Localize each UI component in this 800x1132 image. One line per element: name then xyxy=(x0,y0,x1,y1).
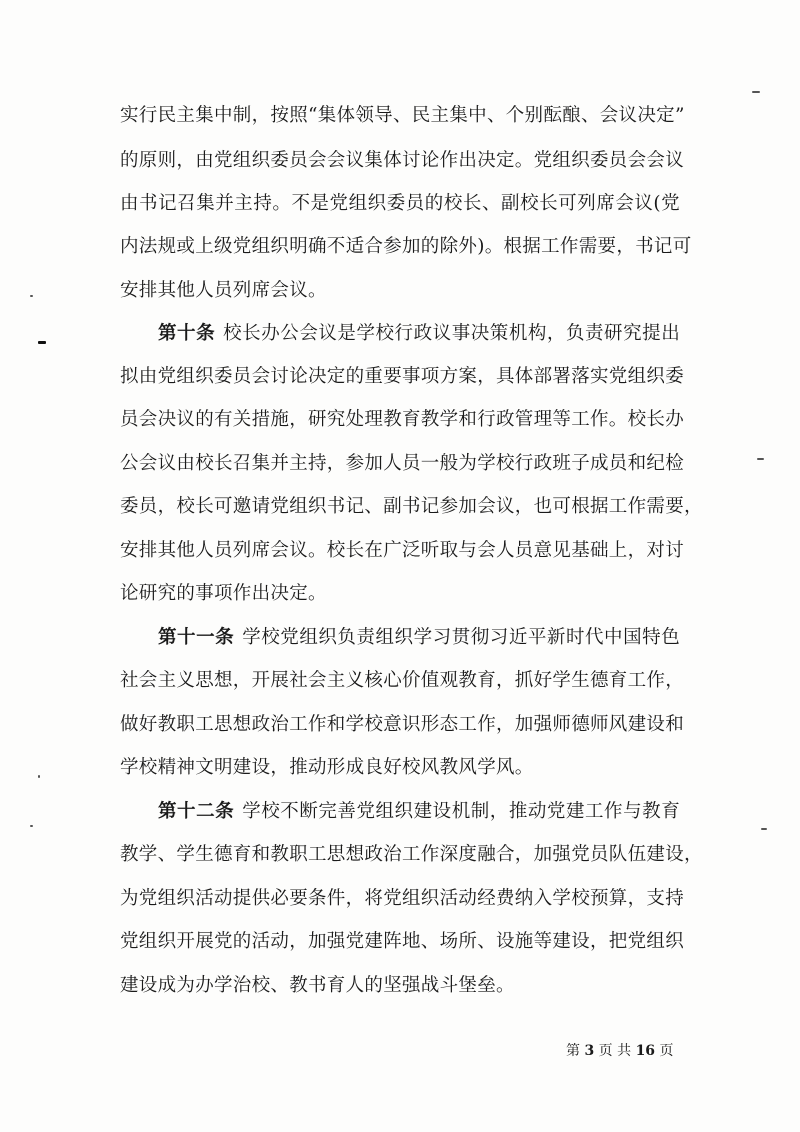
article-first-line xyxy=(158,800,680,824)
paragraph-text: 学校不断完善党组织建设机制，推动党建工作与教育 xyxy=(242,801,680,822)
paragraph-line: 实行民主集中制，按照“集体领导、民主集中、个别酝酿、会议决定” xyxy=(120,105,685,126)
footer-suffix: 页 xyxy=(659,1043,674,1059)
paragraph-line: 拟由党组织委员会讨论决定的重要事项方案，具体部署落实党组织委 xyxy=(120,366,685,387)
paragraph-line: 由书记召集并主持。不是党组织委员的校长、副校长可列席会议(党 xyxy=(120,193,680,214)
paragraph-line: 论研究的事项作出决定。 xyxy=(120,583,327,604)
paragraph-text: 校长办公会议是学校行政议事决策机构，负责研究提出 xyxy=(223,323,680,344)
paragraph-line: 做好教职工思想政治工作和学校意识形态工作，加强师德师风建设和 xyxy=(120,714,685,735)
scan-speck xyxy=(38,775,40,778)
scan-speck xyxy=(761,828,767,830)
article-first-line xyxy=(158,322,680,346)
scan-speck xyxy=(38,341,46,344)
paragraph-line: 员会决议的有关措施，研究处理教育教学和行政管理等工作。校长办 xyxy=(120,409,685,430)
paragraph-line: 党组织开展党的活动，加强党建阵地、场所、设施等建设，把党组织 xyxy=(120,931,685,952)
page-number-footer xyxy=(566,1041,674,1061)
paragraph-line: 委员，校长可邀请党组织书记、副书记参加会议，也可根据工作需要， xyxy=(120,496,703,517)
article-first-line xyxy=(158,626,680,650)
paragraph-line: 公会议由校长召集并主持，参加人员一般为学校行政班子成员和纪检 xyxy=(120,453,685,474)
paragraph-line: 教学、学生德育和教职工思想政治工作深度融合，加强党员队伍建设， xyxy=(120,844,703,865)
scan-speck xyxy=(30,825,33,827)
footer-current-page: 3 xyxy=(584,1043,595,1059)
article-heading: 第十一条 xyxy=(158,627,235,648)
scan-speck xyxy=(757,458,764,460)
paragraph-line: 社会主义思想，开展社会主义核心价值观教育，抓好学生德育工作， xyxy=(120,670,685,691)
paragraph-line: 建设成为办学治校、教书育人的坚强战斗堡垒。 xyxy=(120,975,515,996)
footer-total-pages: 16 xyxy=(635,1043,656,1059)
footer-prefix: 第 xyxy=(566,1043,580,1059)
scan-speck xyxy=(30,295,33,297)
article-heading: 第十二条 xyxy=(158,801,235,822)
paragraph-text: 学校党组织负责组织学习贯彻习近平新时代中国特色 xyxy=(242,627,680,648)
paragraph-line: 安排其他人员列席会议。 xyxy=(120,280,327,301)
paragraph-line: 的原则，由党组织委员会会议集体讨论作出决定。党组织委员会会议 xyxy=(120,150,685,171)
paragraph-line: 安排其他人员列席会议。校长在广泛听取与会人员意见基础上，对讨 xyxy=(120,540,685,561)
footer-middle: 页 共 xyxy=(598,1043,632,1059)
scan-speck xyxy=(752,91,760,93)
paragraph-line: 内法规或上级党组织明确不适合参加的除外)。根据工作需要，书记可 xyxy=(120,236,692,257)
article-heading: 第十条 xyxy=(158,323,216,344)
paragraph-line: 为党组织活动提供必要条件，将党组织活动经费纳入学校预算，支持 xyxy=(120,888,685,909)
paragraph-line: 学校精神文明建设，推动形成良好校风教风学风。 xyxy=(120,757,534,778)
